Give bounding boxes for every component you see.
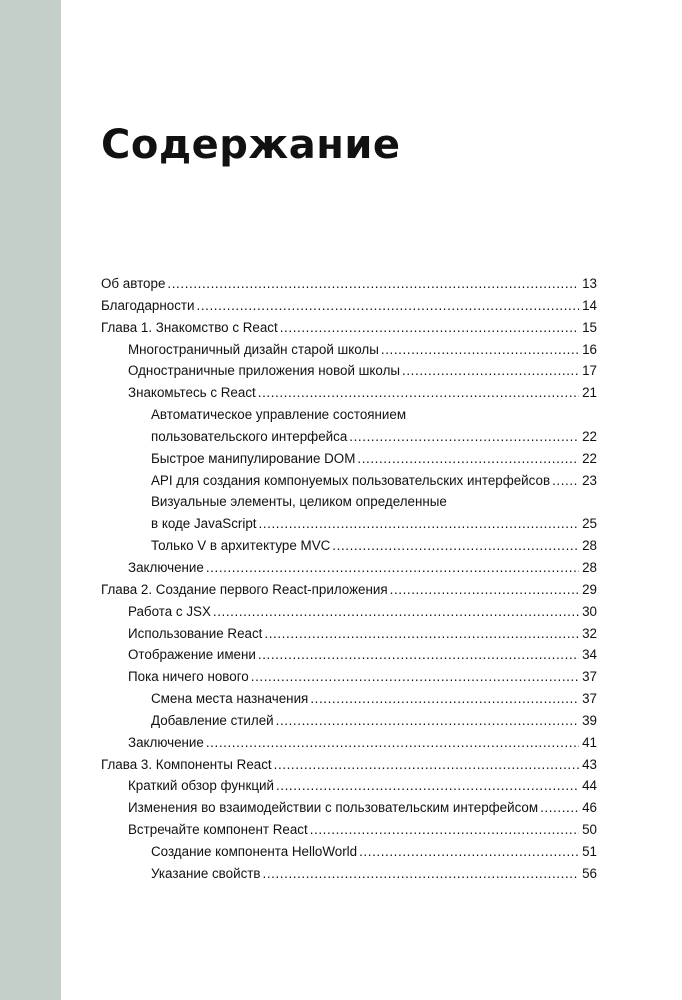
- toc-entry-title: Одностраничные приложения новой школы: [128, 363, 401, 379]
- toc-dot-leader: [197, 295, 580, 317]
- toc-entry-title: Пока ничего нового: [128, 669, 249, 685]
- toc-entry-title: Изменения во взаимодействии с пользовательским интерфейсом: [128, 800, 539, 816]
- toc-entry[interactable]: [101, 513, 597, 535]
- toc-entry[interactable]: [101, 601, 597, 623]
- toc-entry-title: Глава 2. Создание первого React-приложения: [101, 581, 388, 597]
- toc-entry-title: Встречайте компонент React: [128, 822, 308, 838]
- toc-entry-title: API для создания компонуемых пользовательских интерфейсов: [151, 472, 551, 488]
- toc-entry[interactable]: [101, 797, 597, 819]
- page-side-strip: [0, 0, 61, 1000]
- toc-page-number: 44: [582, 778, 597, 794]
- toc-dot-leader: [310, 819, 579, 841]
- toc-entry-title: Автоматическое управление состоянием: [151, 407, 407, 423]
- toc-dot-leader: [167, 273, 579, 295]
- toc-entry[interactable]: [101, 623, 597, 645]
- toc-dot-leader: [349, 426, 579, 448]
- toc-entry-title: Краткий обзор функций: [128, 778, 274, 794]
- toc-entry[interactable]: [101, 535, 597, 557]
- toc-entry-title: Добавление стилей: [151, 712, 274, 728]
- toc-page-number: 28: [582, 559, 597, 575]
- toc-entry[interactable]: [101, 666, 597, 688]
- toc-entry-title: Указание свойств: [151, 865, 261, 881]
- toc-page-number: 50: [582, 822, 597, 838]
- toc-dot-leader: [213, 601, 579, 623]
- toc-dot-leader: [274, 754, 579, 776]
- toc-entry[interactable]: [101, 841, 597, 863]
- toc-entry[interactable]: [101, 688, 597, 710]
- toc-entry[interactable]: [101, 775, 597, 797]
- toc-page-number: 43: [582, 756, 597, 772]
- toc-entry-title: Заключение: [128, 734, 204, 750]
- toc-entry[interactable]: [101, 863, 597, 885]
- toc-page-number: 16: [582, 341, 597, 357]
- toc-page-number: 29: [582, 581, 597, 597]
- toc-dot-leader: [264, 623, 579, 645]
- toc-page-number: 22: [582, 450, 597, 466]
- toc-entry[interactable]: [101, 317, 597, 339]
- toc-page-number: 46: [582, 800, 597, 816]
- toc-entry-title: Глава 3. Компоненты React: [101, 756, 272, 772]
- toc-dot-leader: [258, 382, 579, 404]
- toc-entry-title: Глава 1. Знакомство с React: [101, 319, 278, 335]
- toc-dot-leader: [263, 863, 580, 885]
- toc-dot-leader: [359, 841, 579, 863]
- toc-entry[interactable]: [101, 360, 597, 382]
- toc-entry-title: пользовательского интерфейса: [151, 428, 348, 444]
- toc-entry[interactable]: [101, 819, 597, 841]
- toc-entry-title: в коде JavaScript: [151, 516, 257, 532]
- toc-dot-leader: [276, 775, 579, 797]
- toc-entry[interactable]: [101, 295, 597, 317]
- toc-page-number: 39: [582, 712, 597, 728]
- toc-dot-leader: [259, 513, 580, 535]
- toc-entry[interactable]: [101, 754, 597, 776]
- toc-dot-leader: [251, 666, 579, 688]
- toc-page-number: 13: [582, 276, 597, 291]
- toc-page-number: 41: [582, 734, 597, 750]
- page-title: Содержание: [101, 122, 401, 168]
- toc-page-number: 23: [582, 472, 597, 488]
- toc-dot-leader: [280, 317, 579, 339]
- toc-entry[interactable]: [101, 404, 597, 426]
- toc-entry-title: Благодарности: [101, 297, 195, 313]
- toc-entry[interactable]: [101, 426, 597, 448]
- toc-entry-title: Смена места назначения: [151, 691, 309, 707]
- toc-entry-title: Об авторе: [101, 276, 166, 291]
- toc-dot-leader: [540, 797, 579, 819]
- toc-entry-title: Визуальные элементы, целиком определенные: [151, 494, 447, 510]
- toc-entry[interactable]: [101, 470, 597, 492]
- toc-dot-leader: [390, 579, 579, 601]
- toc-dot-leader: [310, 688, 579, 710]
- toc-entry[interactable]: [101, 579, 597, 601]
- toc-page-number: 32: [582, 625, 597, 641]
- toc-dot-leader: [552, 470, 579, 492]
- toc-entry-title: Знакомьтесь с React: [128, 385, 256, 401]
- toc-entry[interactable]: [101, 732, 597, 754]
- toc-entry-title: Отображение имени: [128, 647, 256, 663]
- toc-page-number: 21: [582, 385, 597, 401]
- toc-dot-leader: [206, 557, 579, 579]
- toc-entry[interactable]: [101, 644, 597, 666]
- toc-entry[interactable]: [101, 339, 597, 361]
- toc-entry[interactable]: [101, 273, 597, 295]
- toc-entry-title: Быстрое манипулирование DOM: [151, 450, 356, 466]
- toc-dot-leader: [206, 732, 579, 754]
- toc-dot-leader: [276, 710, 579, 732]
- toc-page-number: 25: [582, 516, 597, 532]
- toc-dot-leader: [402, 360, 579, 382]
- toc-dot-leader: [332, 535, 579, 557]
- toc-entry[interactable]: [101, 448, 597, 470]
- toc-dot-leader: [381, 339, 579, 361]
- toc-page-number: 15: [582, 319, 597, 335]
- toc-entry[interactable]: [101, 491, 597, 513]
- toc-entry[interactable]: [101, 710, 597, 732]
- toc-entry[interactable]: [101, 382, 597, 404]
- toc-page-number: 30: [582, 603, 597, 619]
- toc-page-number: 37: [582, 691, 597, 707]
- toc-entry-title: Заключение: [128, 559, 204, 575]
- toc-page-number: 56: [582, 865, 597, 881]
- toc-page-number: 17: [582, 363, 597, 379]
- toc-dot-leader: [357, 448, 579, 470]
- toc-page-number: 37: [582, 669, 597, 685]
- toc-page-number: 51: [582, 843, 597, 859]
- toc-entry-title: Создание компонента HelloWorld: [151, 843, 358, 859]
- toc-page-number: 14: [582, 297, 597, 313]
- toc-page-number: 34: [582, 647, 597, 663]
- toc-entry[interactable]: [101, 557, 597, 579]
- toc-entry-title: Использование React: [128, 625, 263, 641]
- toc-entry-title: Только V в архитектуре MVC: [151, 538, 331, 554]
- table-of-contents: [101, 273, 597, 885]
- toc-page-number: 22: [582, 428, 597, 444]
- toc-dot-leader: [258, 644, 579, 666]
- toc-page-number: 28: [582, 538, 597, 554]
- toc-entry-title: Работа с JSX: [128, 603, 211, 619]
- toc-entry-title: Многостраничный дизайн старой школы: [128, 341, 379, 357]
